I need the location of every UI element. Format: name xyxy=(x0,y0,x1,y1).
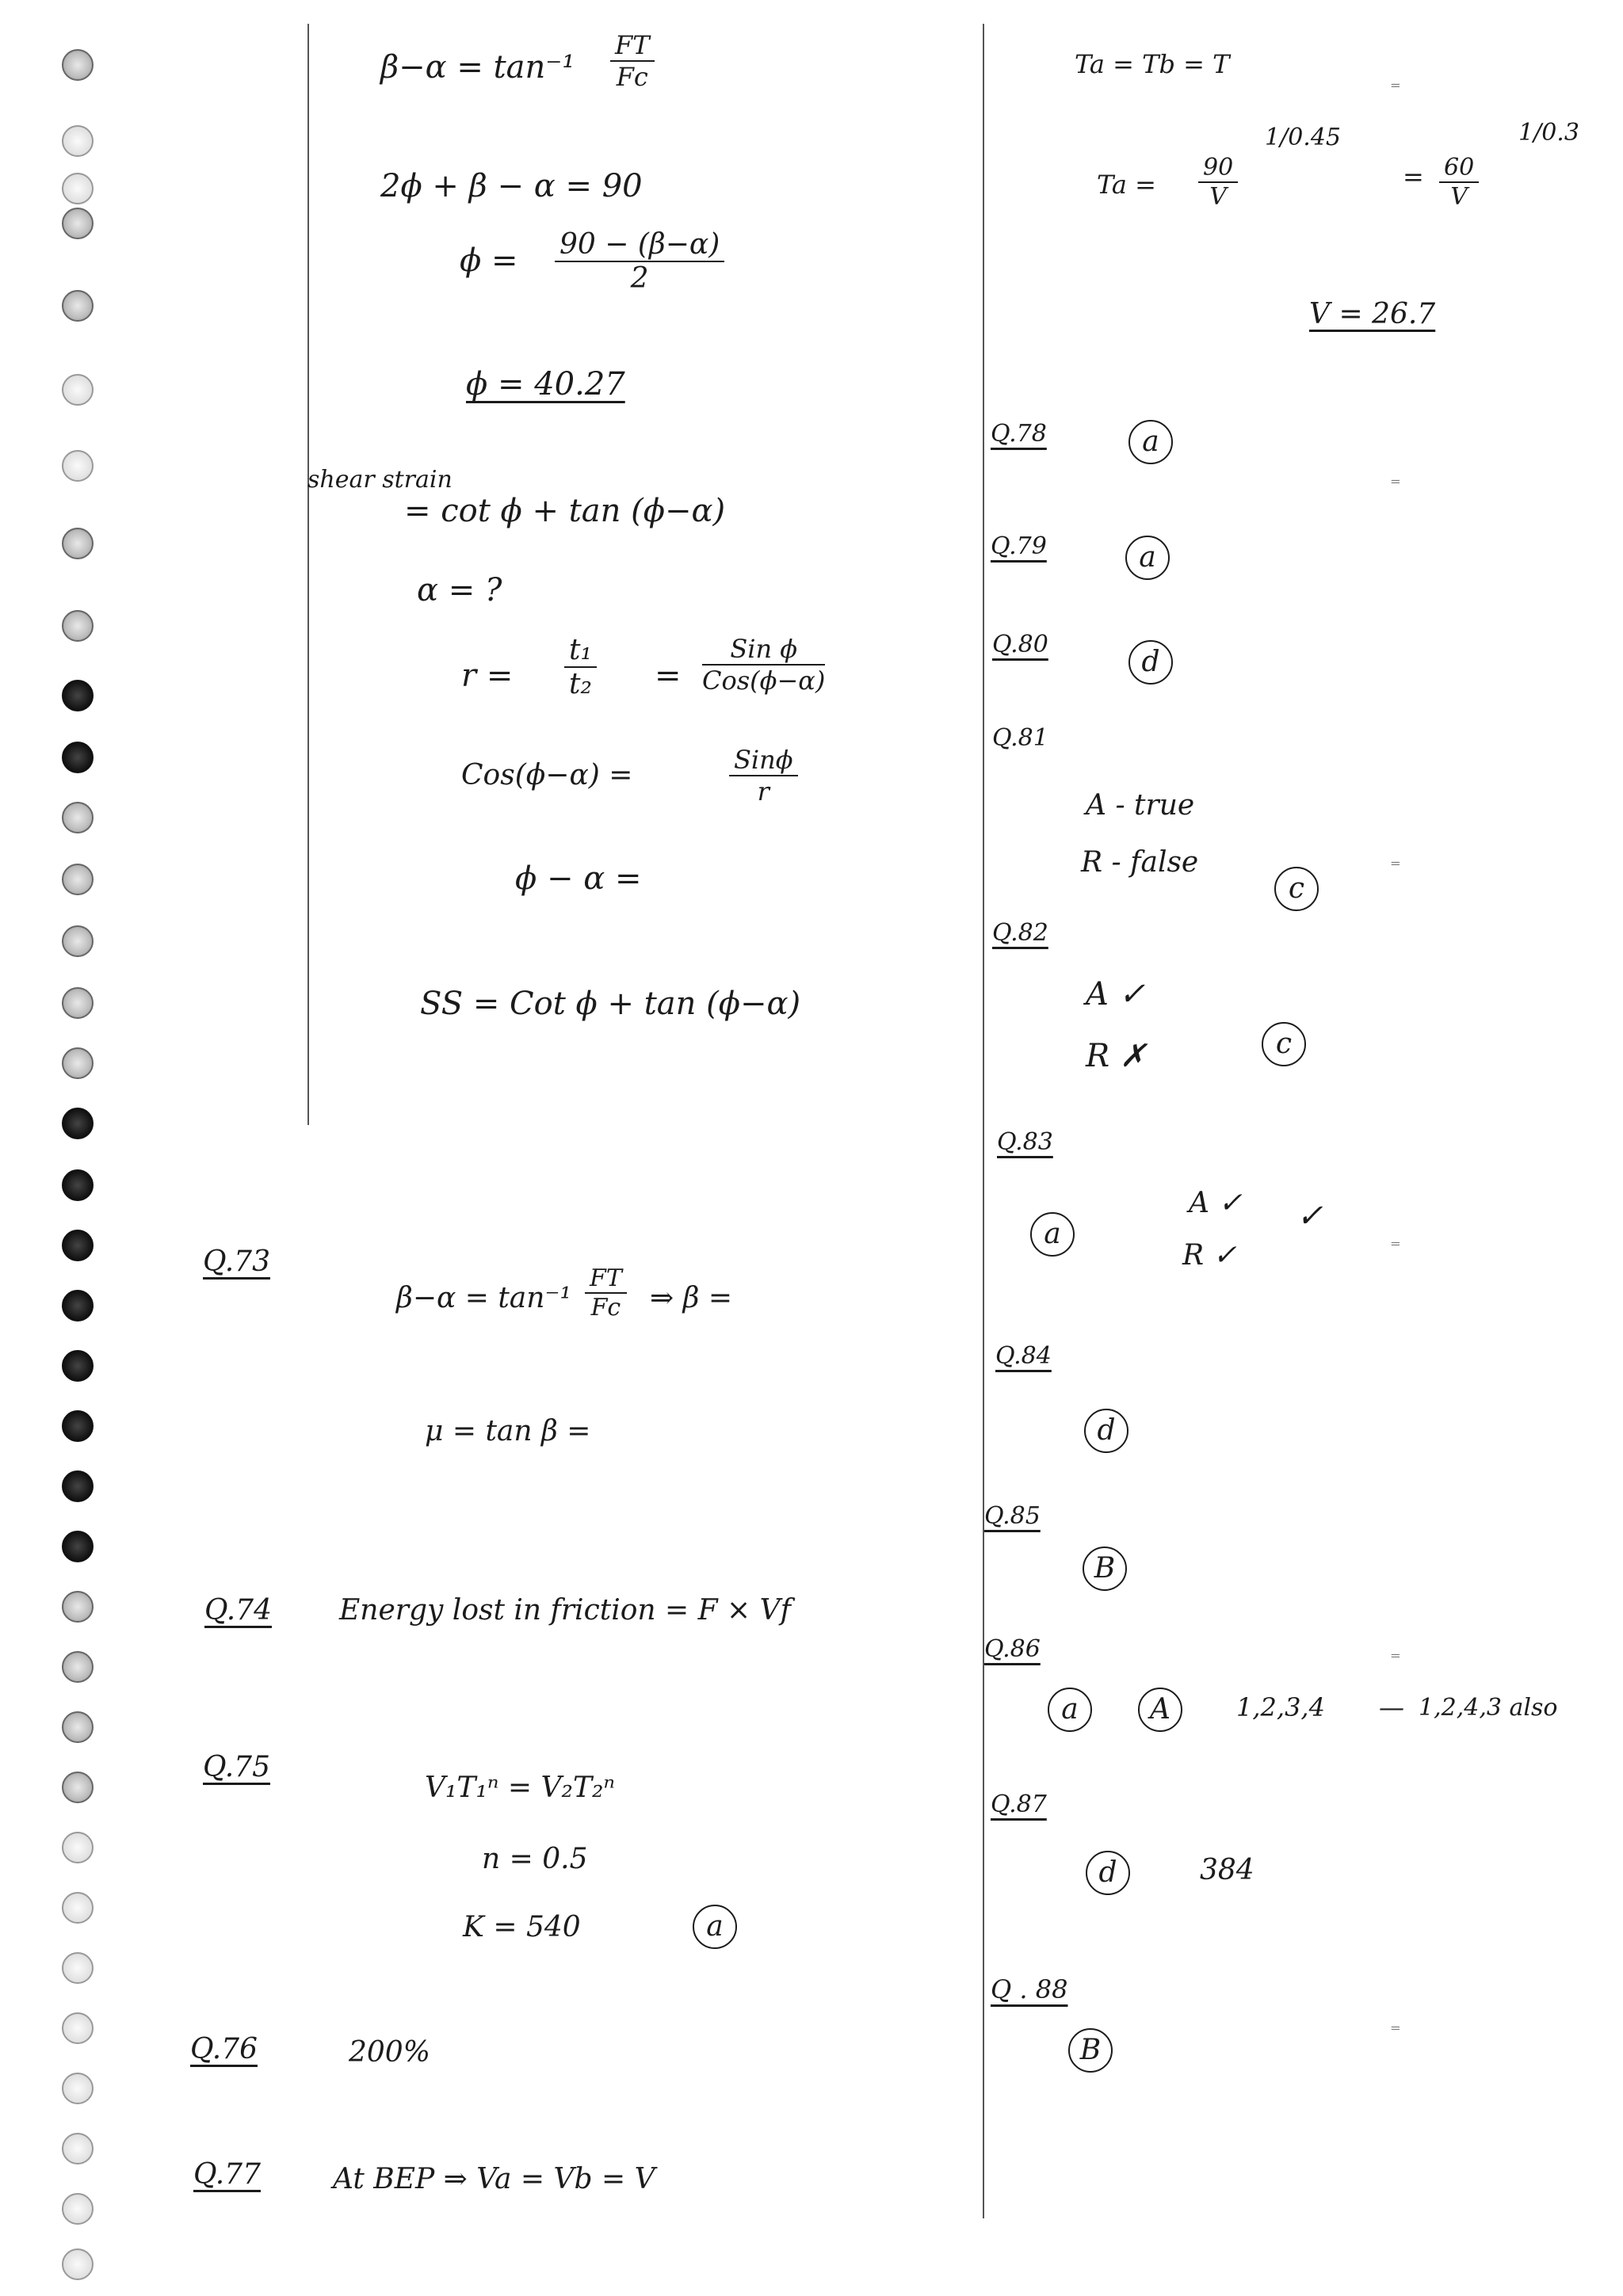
answer-circle: a xyxy=(1128,420,1173,464)
fraction-numerator: 90 xyxy=(1198,154,1238,183)
fraction-denominator: Cos(ϕ−α) xyxy=(702,666,826,696)
binding-hole xyxy=(62,2193,94,2225)
question-label-q83: Q.83 xyxy=(997,1128,1053,1156)
q83-tick: ✓ xyxy=(1296,1198,1323,1234)
binding-hole xyxy=(62,1470,94,1502)
q79-answer xyxy=(1125,536,1170,580)
binding-hole xyxy=(62,987,94,1019)
fraction-sin-cos xyxy=(702,634,825,696)
binding-hole xyxy=(62,742,94,773)
fraction-denominator: Fc xyxy=(616,62,648,92)
equation-ss: SS = Cot ϕ + tan (ϕ−α) xyxy=(420,986,801,1022)
binding-hole xyxy=(62,208,94,239)
binding-hole xyxy=(62,450,94,482)
question-label-q76: Q.76 xyxy=(190,2033,258,2065)
q83-reason: R ✓ xyxy=(1182,1239,1237,1272)
q86-sequence-1: 1,2,3,4 xyxy=(1236,1692,1325,1722)
binding-hole xyxy=(62,1169,94,1201)
fraction-denominator: Fc xyxy=(590,1294,621,1322)
q80-answer xyxy=(1128,640,1173,685)
q86-answer-scribbled xyxy=(1048,1688,1092,1732)
question-label-q86: Q.86 xyxy=(984,1635,1041,1663)
question-label-q79: Q.79 xyxy=(991,532,1047,560)
fraction-numerator: FT xyxy=(585,1264,627,1294)
q77-text: At BEP ⇒ Va = Vb = V xyxy=(333,2163,655,2195)
question-label-q78: Q.78 xyxy=(991,420,1047,448)
binding-hole xyxy=(62,2012,94,2044)
q82-answer xyxy=(1262,1022,1306,1066)
binding-hole xyxy=(62,374,94,406)
q76-answer-text: 200% xyxy=(349,2036,430,2069)
binding-hole xyxy=(62,173,94,204)
scan-mark: ⁼ xyxy=(1390,2020,1401,2044)
equation-ta-lhs: Ta = xyxy=(1097,170,1156,200)
binding-hole xyxy=(62,1108,94,1139)
fraction-ft-fc xyxy=(610,30,655,92)
q86-dash: — xyxy=(1379,1692,1404,1722)
answer-circle: a xyxy=(693,1905,737,1949)
question-label-q87: Q.87 xyxy=(991,1791,1047,1818)
q74-text: Energy lost in friction = F × Vf xyxy=(339,1594,791,1627)
result-v: V = 26.7 xyxy=(1309,298,1436,330)
binding-hole xyxy=(62,1230,94,1261)
equation-ratio-lhs: r = xyxy=(461,658,514,694)
question-label-q74: Q.74 xyxy=(204,1594,272,1627)
q82-reason: R ✗ xyxy=(1086,1038,1147,1074)
fraction-numerator: t₁ xyxy=(564,634,597,668)
q75-answer xyxy=(693,1905,737,1949)
binding-hole xyxy=(62,1531,94,1562)
question-label-q82: Q.82 xyxy=(992,919,1048,947)
question-label-q85: Q.85 xyxy=(984,1502,1041,1530)
binding-hole xyxy=(62,1047,94,1079)
fraction-sin-r xyxy=(729,745,798,807)
q75-n-value: n = 0.5 xyxy=(482,1843,588,1875)
fraction-phi xyxy=(555,228,724,295)
scan-mark: ⁼ xyxy=(1390,1236,1401,1260)
q75-k-value: K = 540 xyxy=(463,1911,581,1943)
binding-hole xyxy=(62,1290,94,1322)
q81-assertion: A - true xyxy=(1086,789,1195,822)
question-label-q77: Q.77 xyxy=(193,2158,261,2191)
answer-circle: d xyxy=(1086,1851,1130,1895)
answer-circle: a xyxy=(1125,536,1170,580)
fraction-numerator: Sinϕ xyxy=(729,745,798,776)
q81-answer xyxy=(1274,867,1319,911)
binding-hole xyxy=(62,1952,94,1984)
fraction-60-v xyxy=(1439,154,1479,211)
fraction-denominator: V xyxy=(1450,183,1468,211)
binding-hole xyxy=(62,290,94,322)
answer-circle: B xyxy=(1083,1547,1127,1591)
binding-hole xyxy=(62,125,94,157)
equation-cos-lhs: Cos(ϕ−α) = xyxy=(461,759,633,791)
binding-hole xyxy=(62,925,94,957)
fraction-denominator: r xyxy=(757,776,769,807)
equation-angle-sum: 2ϕ + β − α = 90 xyxy=(380,168,643,204)
equation-alpha-unknown: α = ? xyxy=(417,572,502,608)
binding-hole xyxy=(62,1892,94,1924)
binding-hole xyxy=(62,680,94,711)
q73-beta-result: ⇒ β = xyxy=(650,1282,733,1314)
center-divider-line xyxy=(983,24,984,2218)
binding-hole xyxy=(62,864,94,895)
exponent-tb: 1/0.3 xyxy=(1518,119,1579,147)
answer-circle: d xyxy=(1084,1409,1128,1453)
question-label-q84: Q.84 xyxy=(995,1342,1052,1370)
question-label-q80: Q.80 xyxy=(992,631,1048,658)
q87-value: 384 xyxy=(1200,1854,1254,1886)
question-label-q75: Q.75 xyxy=(203,1751,270,1783)
q82-assertion: A ✓ xyxy=(1086,976,1146,1013)
fraction-denominator: t₂ xyxy=(569,668,592,700)
scan-mark: ⁼ xyxy=(1390,856,1401,879)
binding-hole xyxy=(62,802,94,833)
q88-answer xyxy=(1068,2028,1113,2073)
fraction-denominator: 2 xyxy=(630,262,649,295)
q73-equation: β−α = tan⁻¹ xyxy=(396,1282,571,1314)
answer-circle: A xyxy=(1138,1688,1182,1732)
binding-hole xyxy=(62,1772,94,1803)
answer-circle: c xyxy=(1262,1022,1306,1066)
binding-hole xyxy=(62,610,94,642)
equation-phi-lhs: ϕ = xyxy=(460,242,518,279)
q87-answer xyxy=(1086,1851,1130,1895)
answer-circle: d xyxy=(1128,640,1173,685)
answer-circle: B xyxy=(1068,2028,1113,2073)
fraction-numerator: Sin ϕ xyxy=(702,634,825,666)
binding-hole xyxy=(62,2133,94,2164)
binding-hole xyxy=(62,1832,94,1863)
exponent-ta: 1/0.45 xyxy=(1265,124,1341,151)
equation-beta-alpha: β−α = tan⁻¹ xyxy=(380,49,575,86)
answer-circle: a xyxy=(1030,1212,1075,1257)
answer-circle: a xyxy=(1048,1688,1092,1732)
question-label-q81: Q.81 xyxy=(992,724,1048,752)
result-phi: ϕ = 40.27 xyxy=(466,366,625,402)
binding-hole xyxy=(62,1350,94,1382)
equation-ta-tb: Ta = Tb = T xyxy=(1075,49,1230,79)
q83-answer xyxy=(1030,1212,1075,1257)
fraction-numerator: FT xyxy=(610,30,655,62)
q86-answer xyxy=(1138,1688,1182,1732)
left-margin-line xyxy=(307,24,309,1125)
question-label-q73: Q.73 xyxy=(203,1245,270,1278)
scan-mark: ⁼ xyxy=(1390,1648,1401,1672)
binding-hole xyxy=(62,2073,94,2104)
binding-hole xyxy=(62,1651,94,1683)
label-shear-strain: shear strain xyxy=(307,466,453,494)
q81-reason: R - false xyxy=(1081,846,1199,879)
fraction-numerator: 60 xyxy=(1439,154,1479,183)
binding-hole xyxy=(62,2248,94,2280)
q84-answer xyxy=(1084,1409,1128,1453)
binding-hole xyxy=(62,1591,94,1623)
q75-taylor-equation: V₁T₁ⁿ = V₂T₂ⁿ xyxy=(425,1772,615,1804)
binding-hole xyxy=(62,49,94,81)
fraction-90-v xyxy=(1198,154,1238,211)
fraction-denominator: V xyxy=(1209,183,1227,211)
scan-mark: ⁼ xyxy=(1390,78,1401,101)
question-label-q88: Q . 88 xyxy=(991,1974,1068,2004)
q83-assertion: A ✓ xyxy=(1189,1187,1243,1219)
equation-phi-minus-alpha: ϕ − α = xyxy=(515,860,642,897)
binding-hole xyxy=(62,1410,94,1442)
equals-sign: = xyxy=(655,658,682,694)
scan-mark: ⁼ xyxy=(1390,474,1401,498)
equation-shear-strain: = cot ϕ + tan (ϕ−α) xyxy=(404,493,726,529)
binding-hole xyxy=(62,528,94,559)
q73-mu-equation: μ = tan β = xyxy=(425,1415,591,1447)
binding-hole xyxy=(62,1711,94,1743)
answer-circle: c xyxy=(1274,867,1319,911)
fraction-numerator: 90 − (β−α) xyxy=(555,228,724,262)
equals-sign: = xyxy=(1403,162,1424,192)
q78-answer xyxy=(1128,420,1173,464)
fraction-t1-t2 xyxy=(564,634,597,700)
q85-answer xyxy=(1083,1547,1127,1591)
q73-fraction xyxy=(585,1264,627,1322)
q86-sequence-2: 1,2,4,3 also xyxy=(1419,1694,1558,1722)
